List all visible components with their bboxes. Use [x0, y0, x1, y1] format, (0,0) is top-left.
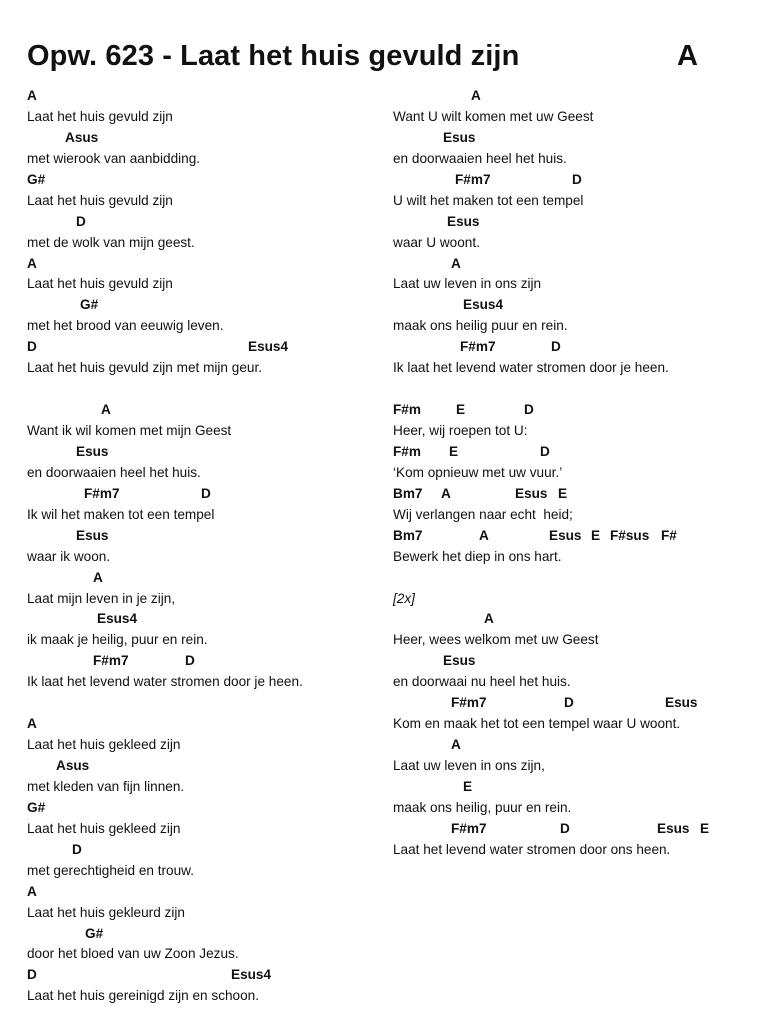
chord: D — [72, 841, 82, 857]
lyric-line: ik maak je heilig, puur en rein. — [27, 632, 208, 648]
chord: E — [591, 527, 601, 543]
lyric-line: Ik laat het levend water stromen door je heen. — [393, 360, 669, 376]
chord-line — [27, 797, 397, 818]
lyric-line: Laat het levend water stromen door ons heen. — [393, 841, 671, 857]
chord: G# — [27, 171, 46, 187]
lyric-line: en doorwaaien heel het huis. — [27, 464, 201, 480]
chord: D — [27, 967, 37, 983]
chord: F#m7 — [451, 820, 487, 836]
chord: A — [27, 716, 37, 732]
chord: D — [524, 402, 534, 418]
lyric-line: Laat het huis gevuld zijn met mijn geur. — [27, 360, 263, 376]
lyric-line: Want ik wil komen met mijn Geest — [27, 423, 232, 438]
chord: G# — [27, 799, 46, 815]
lyric-line: Laat het huis gevuld zijn — [27, 276, 173, 292]
chord: D — [540, 443, 550, 459]
blank-line — [393, 567, 763, 588]
chord-line — [393, 525, 763, 546]
chord: D — [185, 653, 195, 669]
chord: Esus — [76, 443, 109, 459]
chord-line — [27, 608, 397, 629]
lyric-line: Laat uw leven in ons zijn — [393, 276, 542, 292]
chord-line — [393, 253, 763, 274]
chord-line — [27, 525, 397, 546]
lyric-line: Bewerk het diep in ons hart. — [393, 548, 562, 564]
chord: E — [463, 778, 473, 794]
chord: A — [101, 402, 111, 418]
chord: Asus — [65, 129, 99, 145]
chord-line — [393, 483, 763, 504]
lyric-line: en doorwaaien heel het huis. — [393, 150, 567, 166]
lyric-line: Laat het huis gevuld zijn — [27, 108, 173, 124]
chord-line — [27, 294, 397, 315]
chord-line — [27, 881, 397, 902]
chord: Esus4 — [97, 611, 138, 627]
lyric-line: Laat het huis gekleed zijn — [27, 737, 181, 753]
chord-line — [27, 839, 397, 860]
right-column — [393, 85, 763, 860]
chord-line — [27, 211, 397, 232]
chord: F#m7 — [84, 485, 120, 501]
chord: Asus — [56, 758, 90, 773]
lyric-line: met kleden van fijn linnen. — [27, 778, 185, 794]
lyric-line: Wij verlangen naar echt heid; — [393, 506, 573, 522]
lyric-line: Ik wil het maken tot een tempel — [27, 506, 215, 522]
repeat-note: [2x] — [393, 590, 415, 606]
chord-line — [27, 483, 397, 504]
chord-line — [393, 692, 763, 713]
chord: Esus — [443, 129, 476, 145]
chord-line — [27, 127, 397, 148]
song-title: Opw. 623 - Laat het huis gevuld zijn — [27, 40, 520, 72]
lyric-line: maak ons heilig, puur en rein. — [393, 799, 572, 815]
chord: A — [27, 883, 37, 899]
chord: A — [479, 527, 489, 543]
chord-line — [393, 608, 763, 629]
chord-line — [27, 336, 397, 357]
lyric-line: met de wolk van mijn geest. — [27, 234, 195, 250]
chord-line — [27, 441, 397, 462]
chord: Esus — [657, 820, 690, 836]
lyric-line: Laat het huis gekleurd zijn — [27, 904, 185, 920]
lyric-line: maak ons heilig puur en rein. — [393, 318, 568, 334]
chord-line — [393, 85, 763, 106]
chord: Esus — [515, 485, 548, 501]
chord: G# — [80, 297, 99, 313]
lyric-line: Kom en maak het tot een tempel waar U woont. — [393, 716, 681, 732]
chord-line — [393, 776, 763, 797]
chord: F#sus — [610, 527, 650, 543]
chord-line — [27, 399, 397, 420]
chord: D — [572, 171, 582, 187]
chord: F#m7 — [455, 171, 491, 187]
chord: E — [558, 485, 568, 501]
chord-line — [393, 211, 763, 232]
lyric-line: U wilt het maken tot een tempel — [393, 192, 584, 208]
chord-line — [393, 441, 763, 462]
lyric-line: Laat het huis gereinigd zijn en schoon. — [27, 988, 260, 1004]
chord: D — [76, 213, 86, 229]
chord: E — [456, 402, 466, 418]
lyric-line: met wierook van aanbidding. — [27, 150, 201, 166]
chord-line — [27, 650, 397, 671]
chord: Esus — [443, 653, 476, 669]
chord: F#m7 — [93, 653, 129, 669]
chord: Bm7 — [393, 485, 423, 501]
chord: A — [484, 611, 494, 627]
chord: A — [471, 88, 481, 103]
chord-line — [27, 755, 397, 776]
lyric-line: Want U wilt komen met uw Geest — [393, 108, 594, 124]
chord-line — [393, 127, 763, 148]
lyric-line: en doorwaai nu heel het huis. — [393, 674, 571, 690]
chord: F#m7 — [460, 339, 496, 355]
chord: A — [27, 255, 37, 271]
chord-line — [27, 923, 397, 944]
chord-line — [393, 399, 763, 420]
chord: D — [27, 339, 37, 355]
chord-line — [393, 294, 763, 315]
chord: Esus4 — [231, 967, 272, 983]
chord: D — [560, 820, 570, 836]
chord: A — [451, 737, 461, 753]
song-key: A — [677, 40, 698, 72]
lyric-line: Ik laat het levend water stromen door je heen. — [27, 674, 303, 690]
chord: A — [441, 485, 451, 501]
chord-line — [393, 650, 763, 671]
lyric-line: ‘Kom opnieuw met uw vuur.’ — [393, 464, 563, 480]
chord: Esus — [447, 213, 480, 229]
lyric-line: Heer, wees welkom met uw Geest — [393, 632, 599, 648]
lyric-line: met gerechtigheid en trouw. — [27, 862, 195, 878]
chord-line — [393, 818, 763, 839]
chord-line — [393, 169, 763, 190]
chord: F#m — [393, 402, 421, 418]
lyric-line: waar ik woon. — [27, 548, 111, 564]
blank-line — [27, 692, 397, 713]
chord-line — [27, 169, 397, 190]
lyric-line: Laat mijn leven in je zijn, — [27, 590, 176, 606]
lyric-line: waar U woont. — [393, 234, 480, 250]
chord: Esus — [665, 695, 698, 711]
chord: Esus — [76, 527, 109, 543]
blank-line — [27, 378, 397, 399]
chord: Esus4 — [248, 339, 289, 355]
lyric-line: door het bloed van uw Zoon Jezus. — [27, 946, 239, 962]
chord: Bm7 — [393, 527, 423, 543]
chord-line — [27, 567, 397, 588]
chord-line — [27, 85, 397, 106]
lyric-line: met het brood van eeuwig leven. — [27, 318, 224, 334]
chord: E — [700, 820, 710, 836]
chord: F#m — [393, 443, 421, 459]
chord: F# — [661, 527, 677, 543]
chord: D — [201, 485, 211, 501]
chord-line — [27, 713, 397, 734]
chord: A — [451, 255, 461, 271]
chord: Esus — [549, 527, 582, 543]
chord: E — [449, 443, 459, 459]
lyric-line: Laat het huis gekleed zijn — [27, 820, 181, 836]
lyric-line: Heer, wij roepen tot U: — [393, 423, 528, 438]
chord-line — [393, 734, 763, 755]
chord-line — [393, 336, 763, 357]
chord: A — [27, 88, 37, 103]
blank-line — [393, 378, 763, 399]
chord: A — [93, 569, 103, 585]
chord-line — [27, 253, 397, 274]
chord: F#m7 — [451, 695, 487, 711]
chord-line — [27, 964, 397, 985]
chord: D — [551, 339, 561, 355]
chord: G# — [85, 925, 104, 941]
chord: Esus4 — [463, 297, 504, 313]
chord: D — [564, 695, 574, 711]
lyric-line: Laat uw leven in ons zijn, — [393, 758, 545, 773]
left-column — [27, 85, 397, 1006]
lyric-line: Laat het huis gevuld zijn — [27, 192, 173, 208]
